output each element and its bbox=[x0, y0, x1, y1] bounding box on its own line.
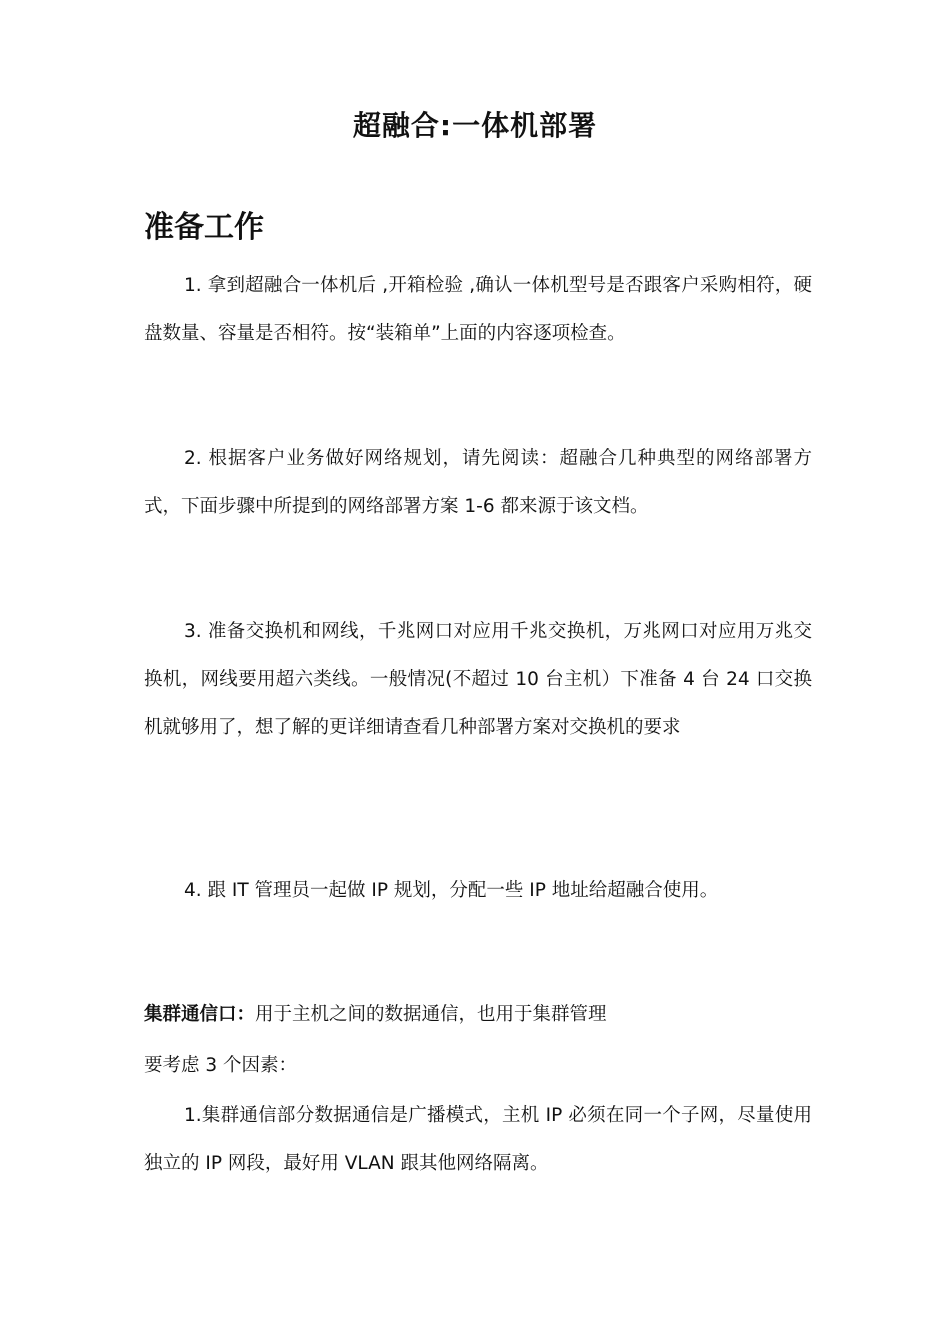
cluster-port-term: 集群通信口： bbox=[144, 1004, 256, 1025]
factor-1-paragraph: 1.集群通信部分数据通信是广播模式，主机 IP 必须在同一个子网，尽量使用独立的 IP 网段，最好用 VLAN 跟其他网络隔离。 bbox=[144, 1105, 812, 1174]
step-2-paragraph: 2. 根据客户业务做好网络规划，请先阅读：超融合几种典型的网络部署方式，下面步骤中所提到的网络部署方案 1-6 都来源于该文档。 bbox=[144, 448, 812, 517]
step-1-paragraph: 1. 拿到超融合一体机后 ,开箱检验 ,确认一体机型号是否跟客户采购相符，硬盘数量、容量是否相符。按“装箱单”上面的内容逐项检查。 bbox=[144, 275, 812, 344]
step-4-paragraph: 4. 跟 IT 管理员一起做 IP 规划，分配一些 IP 地址给超融合使用。 bbox=[184, 880, 719, 901]
cluster-port-definition bbox=[144, 1000, 812, 1030]
cluster-port-description: 用于主机之间的数据通信，也用于集群管理 bbox=[255, 1004, 607, 1025]
factors-intro: 要考虑 3 个因素： bbox=[144, 1055, 298, 1076]
step-3-paragraph: 3. 准备交换机和网线，千兆网口对应用千兆交换机，万兆网口对应用万兆交换机，网线要用超六类线。一般情况(不超过 10 台主机）下准备 4 台 24 口交换机就够用了，想了解的更详细请查看几种部署方案对交换机的要求 bbox=[144, 621, 812, 738]
section-heading: 准备工作 bbox=[144, 210, 264, 245]
document-title: 超融合:一体机部署 bbox=[352, 109, 598, 142]
